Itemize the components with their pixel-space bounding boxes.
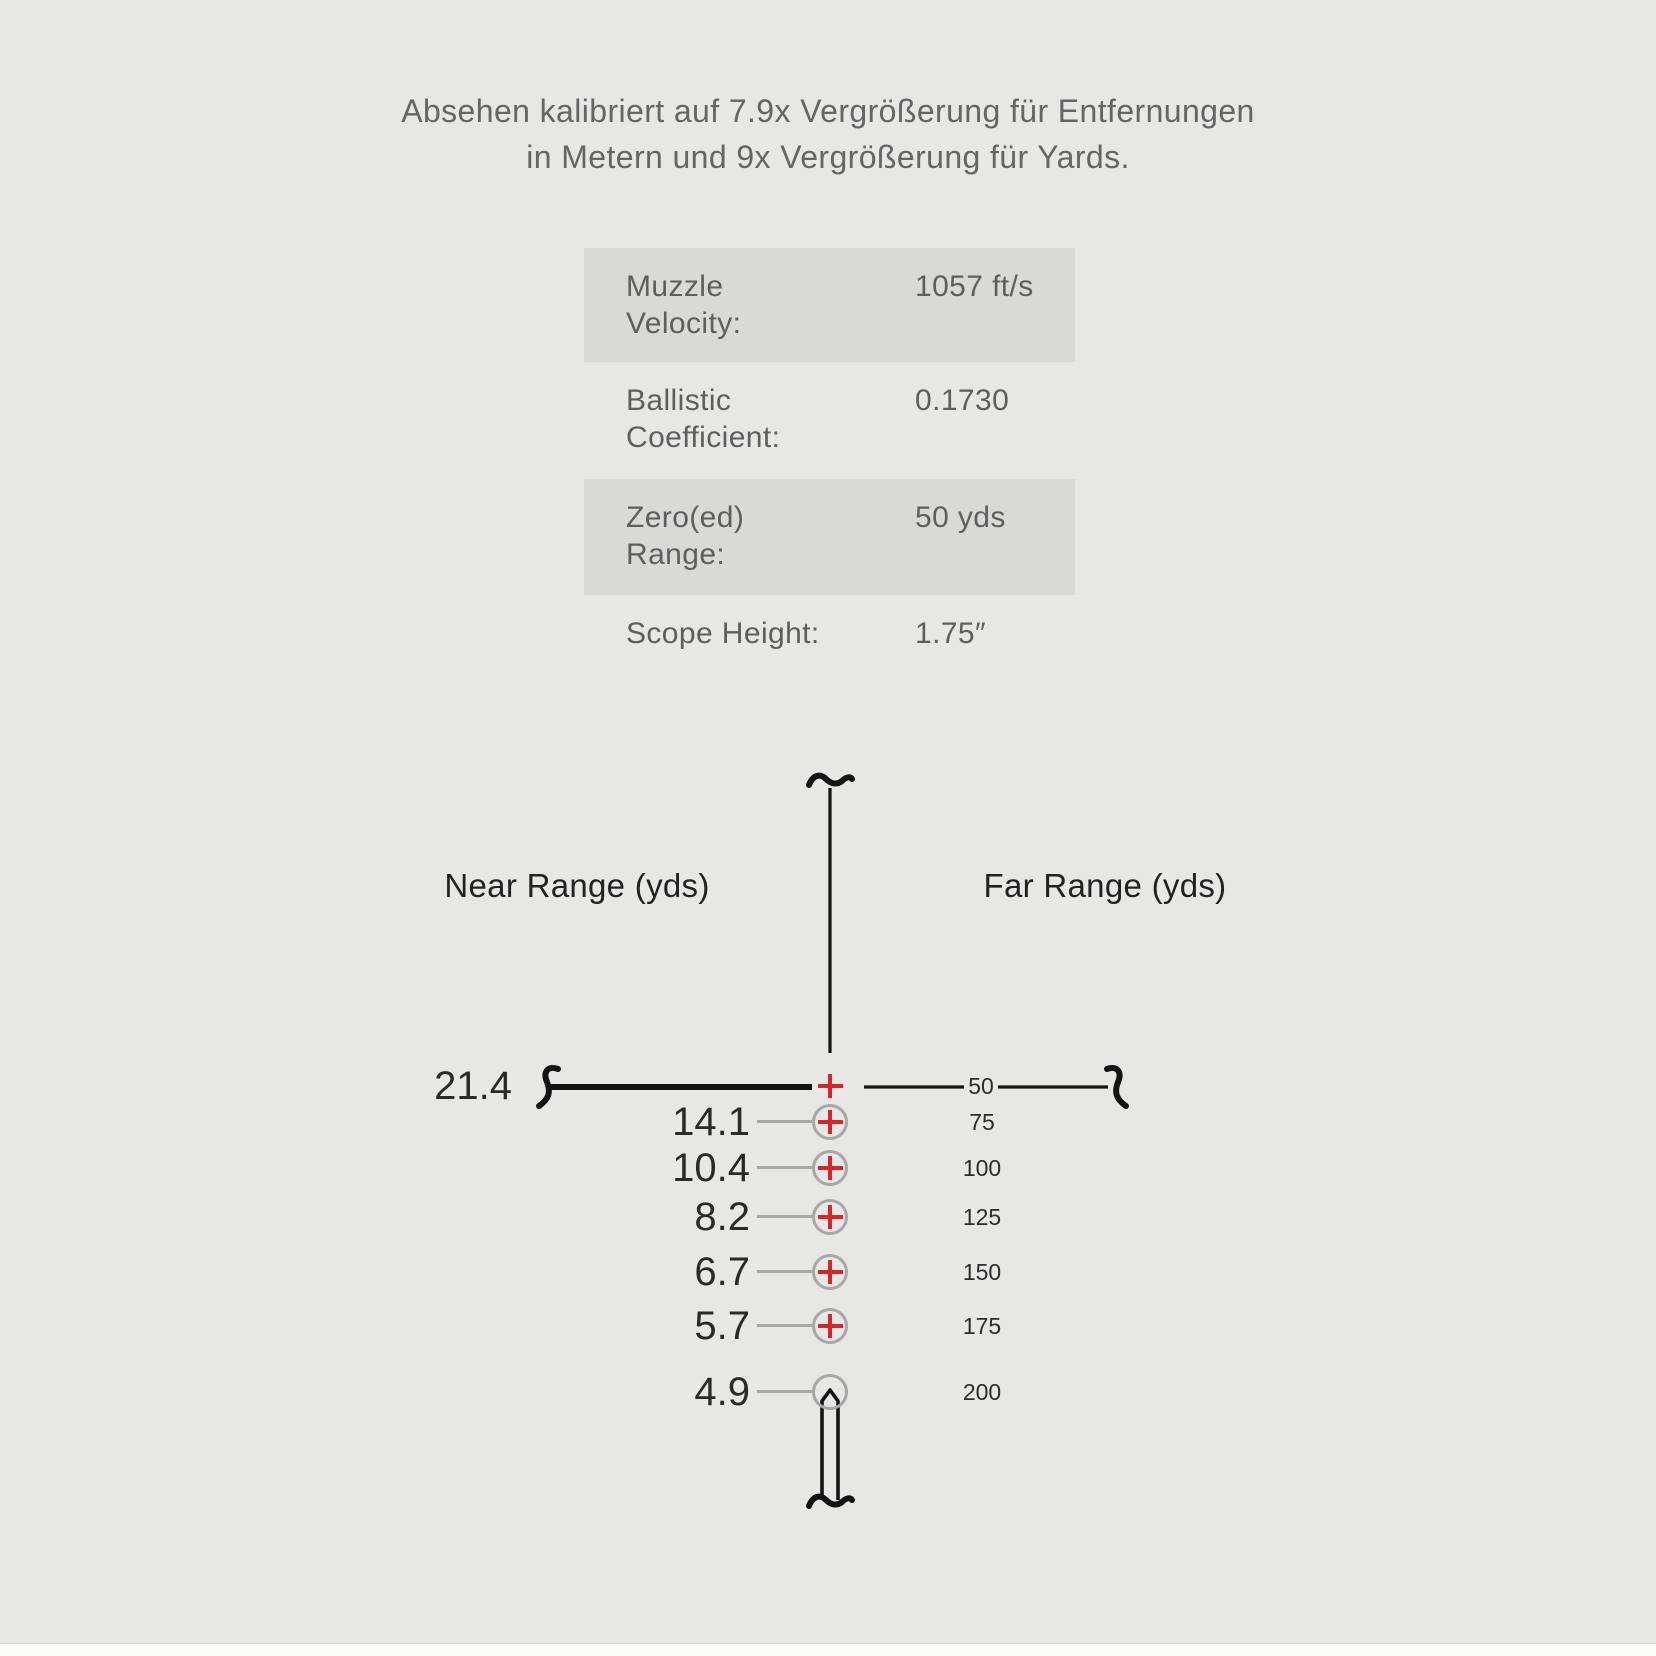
row-value: 0.1730 [915,384,1010,417]
row-value: 1.75″ [915,617,987,650]
aim-point-circle-icon [812,1374,848,1410]
row-label-line1: Muzzle [626,270,724,303]
far-range-value: 100 [962,1155,1002,1181]
page-title-line1: Absehen kalibriert auf 7.9x Vergrößerung für Entfernungen [401,93,1255,129]
reticle-row-75 [0,1098,1656,1146]
far-range-value: 150 [962,1259,1002,1285]
leader-line [757,1215,813,1218]
reticle-row-200 [0,1368,1656,1416]
leader-line [757,1390,813,1393]
row-label-line2: Velocity: [626,307,742,340]
far-range-value: 75 [969,1109,995,1135]
leader-line [757,1120,813,1123]
far-range-value: 125 [962,1204,1002,1230]
row-label-line2: Range: [626,538,726,571]
reticle-row-100 [0,1144,1656,1192]
far-range-value: 50 [968,1073,994,1099]
leader-line [757,1324,813,1327]
row-value: 1057 ft/s [915,270,1034,303]
leader-line [757,1270,813,1273]
row-label-line2: Coefficient: [626,421,781,454]
reticle-row-175 [0,1302,1656,1350]
near-range-value: 14.1 [672,1100,750,1144]
near-range-value: 6.7 [694,1250,750,1294]
page-bottom-edge [0,1643,1656,1656]
reticle-row-150 [0,1248,1656,1296]
near-range-value: 5.7 [694,1304,750,1348]
break-mark-top-icon [809,776,852,785]
break-mark-bottom-icon [809,1497,852,1506]
leader-line [757,1166,813,1169]
far-range-value: 175 [962,1313,1002,1339]
near-range-value: 21.4 [434,1064,512,1108]
near-range-value: 8.2 [694,1195,750,1239]
row-value: 50 yds [915,501,1006,534]
far-range-value: 200 [962,1379,1002,1405]
near-range-header: Near Range (yds) [444,867,710,904]
page-title-line2: in Metern und 9x Vergrößerung für Yards. [526,139,1130,175]
far-range-header: Far Range (yds) [983,867,1227,904]
row-label-line1: Ballistic [626,384,732,417]
near-range-value: 10.4 [672,1146,750,1190]
row-label-line1: Scope Height: [626,617,820,650]
row-label-line1: Zero(ed) [626,501,745,534]
reticle-row-125 [0,1193,1656,1241]
near-range-value: 4.9 [694,1370,750,1414]
